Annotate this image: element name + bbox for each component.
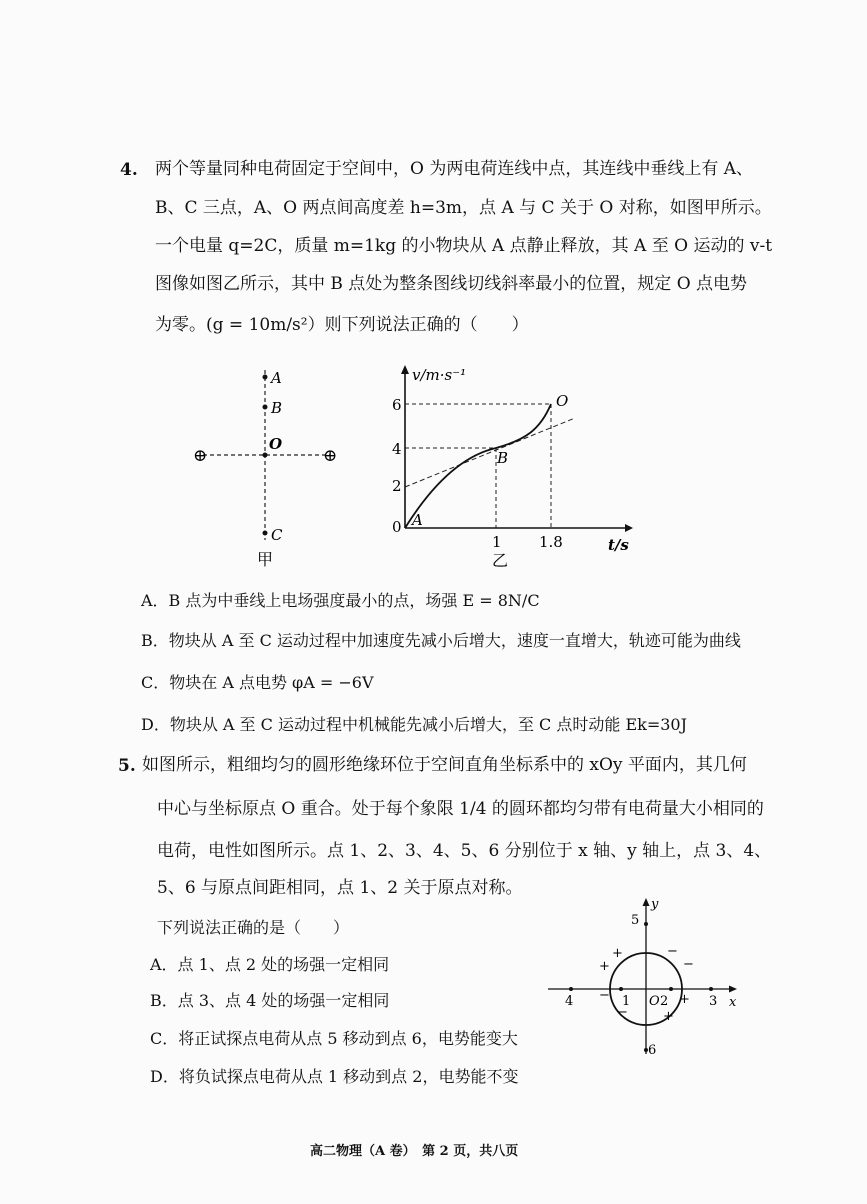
- page-footer: 高二物理（A 卷） 第 2 页，共八页: [310, 1144, 519, 1159]
- q4-option-c[interactable]: C．物块在 A 点电势 φA = −6V: [141, 673, 374, 692]
- figure-yi: [380, 360, 640, 575]
- point-6-label: 6: [648, 1043, 657, 1058]
- sign-plus-q2-left: +: [599, 959, 610, 974]
- origin-label: O: [649, 994, 660, 1009]
- q5-option-b[interactable]: B．点 3、点 4 处的场强一定相同: [150, 991, 390, 1010]
- ytick-2: 2: [392, 477, 402, 495]
- q4-line-3: 一个电量 q=2C，质量 m=1kg 的小物块从 A 点静止释放，其 A 至 O 运动的 v-t: [155, 236, 773, 256]
- figure-jia: [185, 360, 355, 575]
- point-1-dot: [619, 987, 623, 991]
- xtick-1: 1: [492, 533, 502, 551]
- axis-y-label: y: [651, 897, 659, 912]
- point-3-dot: [709, 987, 713, 991]
- label-b: B: [271, 399, 283, 417]
- ytick-6: 6: [392, 396, 402, 414]
- sign-minus-q3-left: −: [599, 988, 610, 1003]
- xtick-1-8: 1.8: [539, 533, 563, 551]
- curve-label-b: B: [497, 449, 509, 467]
- label-c: C: [271, 526, 283, 544]
- q5-line-4: 5、6 与原点间距相同，点 1、2 关于原点对称。: [157, 878, 523, 898]
- q4-option-d[interactable]: D．物块从 A 至 C 运动过程中机械能先减小后增大，至 C 点时动能 Ek=30J: [141, 715, 688, 734]
- x-axis-label: t/s: [608, 536, 629, 554]
- y-axis-label: v/m·s⁻¹: [412, 366, 467, 384]
- point-c-dot: [263, 531, 268, 536]
- sign-plus-q4-bottom: +: [663, 1009, 674, 1024]
- curve-label-o: O: [556, 392, 569, 410]
- q5-option-d[interactable]: D．将负试探点电荷从点 1 移动到点 2，电势能不变: [150, 1067, 519, 1086]
- sign-minus-q1-right: −: [683, 957, 694, 972]
- point-5-dot: [644, 922, 648, 926]
- label-o: O: [269, 435, 283, 453]
- q4-line-5: 为零。(g = 10m/s²）则下列说法正确的（ ）: [155, 315, 529, 335]
- sign-minus-q1-top: −: [667, 944, 678, 959]
- sign-plus-q4-right: +: [679, 992, 690, 1007]
- q4-line-1: 两个等量同种电荷固定于空间中，O 为两电荷连线中点，其连线中垂线上有 A、: [155, 159, 754, 179]
- q4-option-a[interactable]: A．B 点为中垂线上电场强度最小的点，场强 E = 8N/C: [141, 591, 540, 610]
- ytick-0: 0: [392, 518, 402, 536]
- point-a-dot: [263, 375, 268, 380]
- point-5-label: 5: [631, 913, 640, 928]
- point-3-label: 3: [709, 994, 718, 1009]
- sign-minus-q3-bottom: −: [617, 1005, 628, 1020]
- q5-number: 5.: [118, 756, 136, 776]
- sign-plus-q2-top: +: [612, 946, 623, 961]
- q5-option-c[interactable]: C．将正试探点电荷从点 5 移动到点 6，电势能变大: [150, 1029, 518, 1048]
- point-b-dot: [263, 405, 268, 410]
- caption-jia: 甲: [257, 550, 274, 569]
- q4-number: 4.: [120, 160, 138, 180]
- figure-ring: [543, 892, 743, 1062]
- point-1-label: 1: [622, 994, 631, 1009]
- point-o-dot: [263, 453, 268, 458]
- vt-curve: [405, 404, 551, 528]
- label-a: A: [271, 369, 282, 387]
- right-charge-icon: ⊕: [323, 446, 338, 466]
- q5-option-a[interactable]: A．点 1、点 2 处的场强一定相同: [150, 955, 390, 974]
- curve-label-a: A: [412, 511, 423, 529]
- q4-option-b[interactable]: B．物块从 A 至 C 运动过程中加速度先减小后增大，速度一直增大，轨迹可能为曲线: [141, 631, 741, 650]
- q5-line-1: 如图所示，粗细均匀的圆形绝缘环位于空间直角坐标系中的 xOy 平面内，其几何: [142, 755, 747, 775]
- q5-prompt: 下列说法正确的是（ ）: [157, 918, 350, 937]
- ytick-4: 4: [392, 440, 402, 458]
- point-2-label: 2: [660, 994, 669, 1009]
- q5-line-3: 电荷，电性如图所示。点 1、2、3、4、5、6 分别位于 x 轴、y 轴上，点 3、4、: [157, 841, 772, 861]
- caption-yi: 乙: [492, 551, 509, 570]
- left-charge-icon: ⊕: [193, 446, 208, 466]
- q4-line-2: B、C 三点，A、O 两点间高度差 h=3m，点 A 与 C 关于 O 对称，如图甲所示。: [155, 198, 772, 218]
- point-4-label: 4: [565, 994, 574, 1009]
- axis-x-label: x: [729, 995, 737, 1010]
- point-2-dot: [669, 987, 673, 991]
- q4-line-4: 图像如图乙所示，其中 B 点处为整条图线切线斜率最小的位置，规定 O 点电势: [155, 274, 748, 294]
- point-4-dot: [569, 987, 573, 991]
- q5-line-2: 中心与坐标原点 O 重合。处于每个象限 1/4 的圆环都均匀带有电荷量大小相同的: [157, 799, 764, 819]
